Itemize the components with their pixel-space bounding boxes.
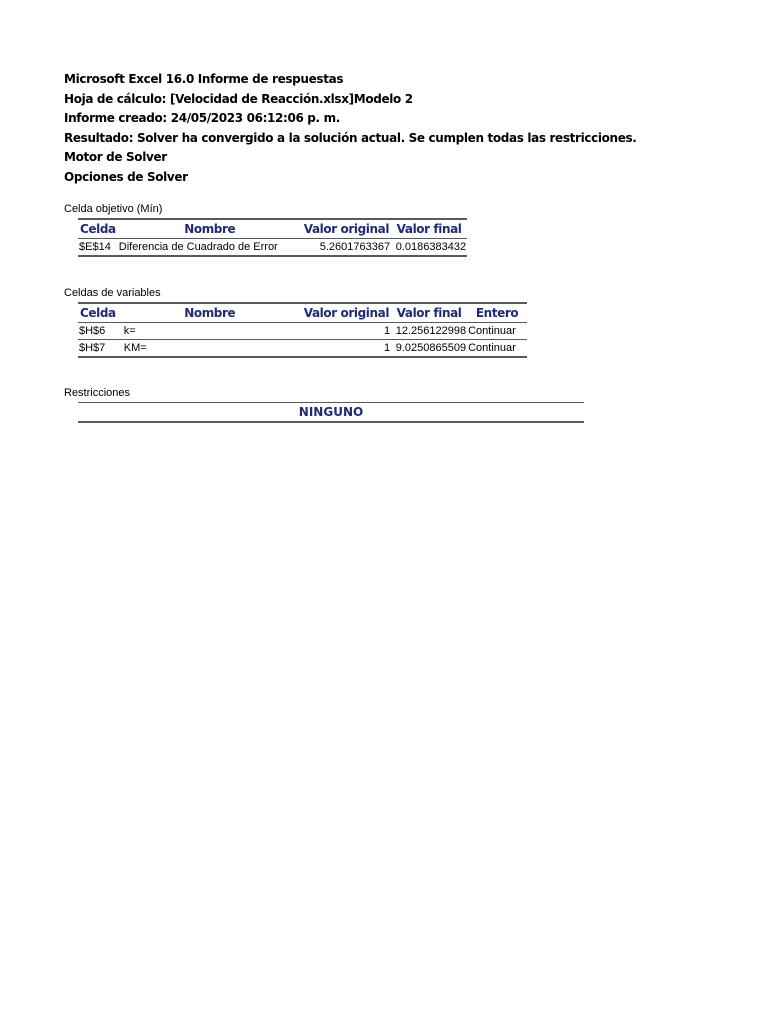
variable-integer-type: Continuar	[467, 340, 527, 358]
engine-line: Motor de Solver	[64, 150, 167, 164]
options-line: Opciones de Solver	[64, 169, 188, 184]
variables-table	[78, 302, 527, 358]
variable-original-value: 1	[302, 323, 391, 340]
variable-final-value: 12.256122998	[391, 323, 467, 340]
result-line: Resultado: Solver ha convergido a la solución actual. Se cumplen todas las restricciones.	[64, 130, 637, 145]
variable-cell-ref: $H$7	[78, 340, 118, 358]
report-header	[64, 70, 637, 187]
created-line: Informe creado: 24/05/2023 06:12:06 p. m.	[64, 111, 340, 125]
variables-col-entero: Entero	[467, 303, 527, 323]
objective-original-value: 5.2601763367	[302, 239, 391, 257]
objective-col-valor-final: Valor final	[391, 219, 467, 239]
variable-cell-name: KM=	[118, 340, 302, 358]
objective-cell-ref: $E$14	[78, 239, 118, 257]
objective-section-label: Celda objetivo (Mín)	[64, 203, 163, 215]
variable-integer-type: Continuar	[467, 323, 527, 340]
variable-original-value: 1	[302, 340, 391, 358]
variables-section-label: Celdas de variables	[64, 287, 161, 299]
variables-col-valor-final: Valor final	[391, 303, 467, 323]
variable-cell-ref: $H$6	[78, 323, 118, 340]
variables-col-valor-original: Valor original	[302, 303, 391, 323]
constraints-section-label: Restricciones	[64, 387, 131, 399]
variables-header-row	[78, 303, 527, 323]
variables-col-celda: Celda	[78, 303, 118, 323]
objective-final-value: 0.0186383432	[391, 239, 467, 257]
table-row	[78, 340, 527, 358]
objective-col-celda: Celda	[78, 219, 118, 239]
variables-col-nombre: Nombre	[118, 303, 302, 323]
variable-cell-name: k=	[118, 323, 302, 340]
objective-table	[78, 218, 467, 257]
objective-cell-name: Diferencia de Cuadrado de Error	[118, 239, 302, 257]
table-row	[78, 239, 467, 257]
worksheet-line: Hoja de cálculo: [Velocidad de Reacción.xlsx]Modelo 2	[64, 91, 413, 106]
table-row	[78, 323, 527, 340]
objective-header-row	[78, 219, 467, 239]
objective-col-nombre: Nombre	[118, 219, 302, 239]
report-title: Microsoft Excel 16.0 Informe de respuestas	[64, 72, 344, 86]
objective-col-valor-original: Valor original	[302, 219, 391, 239]
constraints-value: NINGUNO	[78, 402, 584, 423]
variable-final-value: 9.0250865509	[391, 340, 467, 358]
